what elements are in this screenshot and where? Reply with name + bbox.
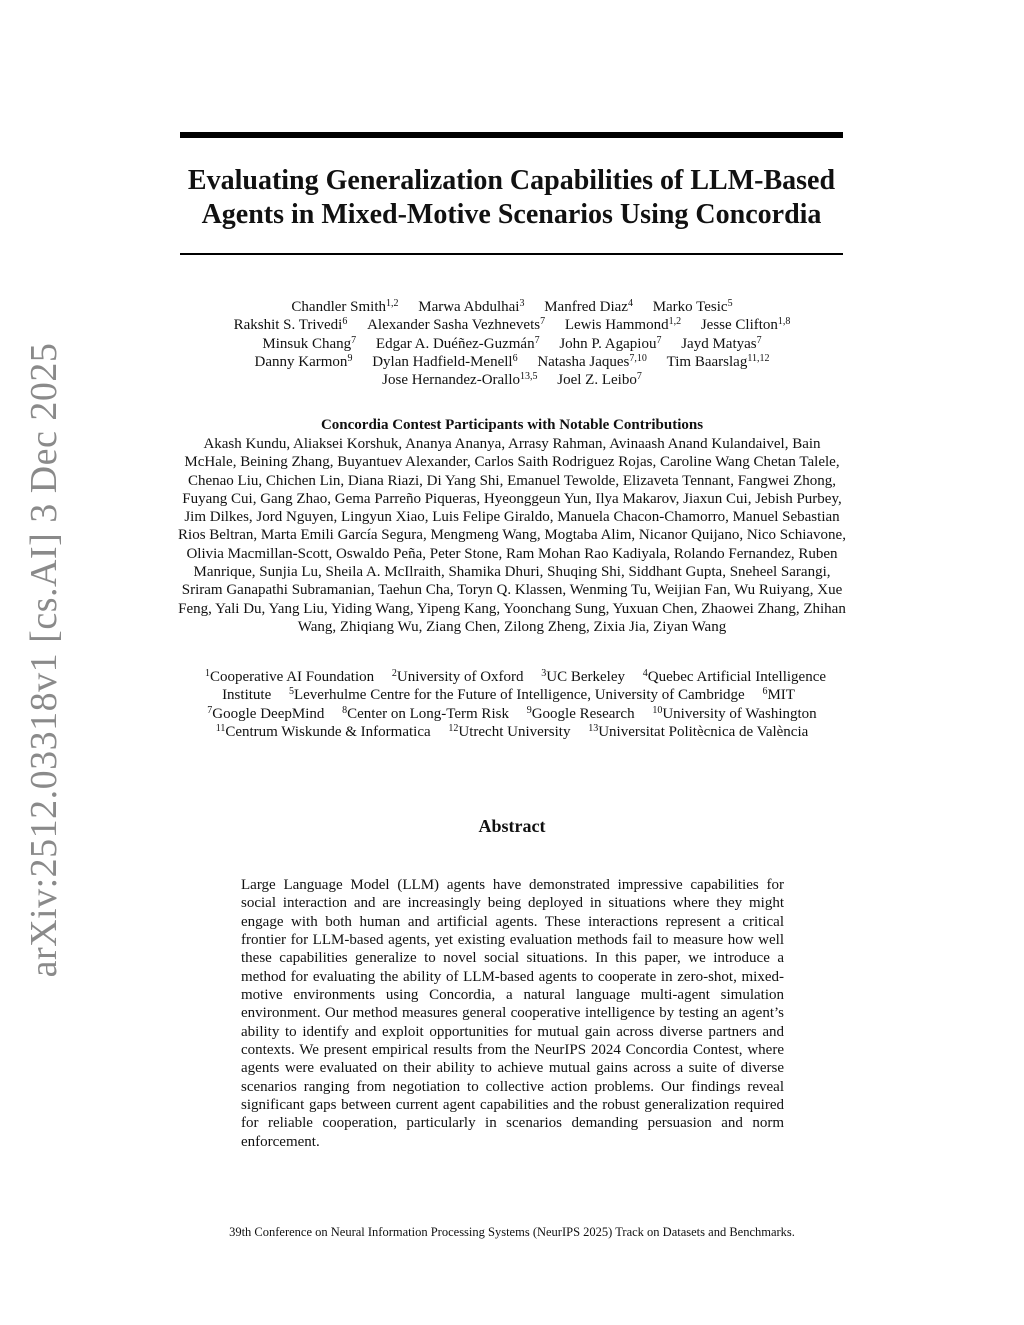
author [262, 336, 356, 352]
author-name: Minsuk Chang [262, 335, 352, 352]
author-affiliation-mark: 7 [656, 334, 662, 346]
affiliation [588, 724, 808, 740]
affiliation [342, 706, 509, 722]
author [667, 354, 770, 370]
affiliation-name: Cooperative AI Foundation [209, 669, 375, 685]
author-affiliation-mark: 1,2 [668, 316, 682, 328]
affiliation-name: Quebec Artificial Intelligence Institute [222, 669, 827, 704]
affiliation [205, 669, 374, 685]
author-name: Lewis Hammond [564, 317, 669, 334]
affiliation-number: 5 [288, 686, 294, 698]
affiliation-name: Leverhulme Centre for the Future of Intelligence, University of Cambridge [293, 687, 745, 704]
participants-heading: Concordia Contest Participants with Notable Contributions [320, 417, 704, 433]
author [653, 299, 733, 315]
author-name: Jesse Clifton [700, 317, 778, 334]
affiliation-number: 2 [391, 668, 397, 679]
author [291, 299, 398, 315]
author [255, 354, 353, 370]
affiliation-name: University of Washington [662, 705, 817, 722]
author-line [170, 316, 854, 334]
author [565, 317, 681, 333]
affiliation-name: Centrum Wiskunde & Informatica [225, 723, 431, 740]
author [537, 354, 647, 370]
author-line [170, 298, 854, 316]
affiliation-name: MIT [767, 687, 795, 704]
affiliation-number: 12 [448, 722, 459, 734]
affiliation-number: 6 [762, 686, 768, 698]
affiliation-number: 7 [207, 704, 213, 716]
author-name: John P. Agapiou [559, 335, 657, 352]
affiliation [541, 669, 625, 685]
author-name: Joel Z. Leibo [557, 372, 637, 389]
abstract-body: Large Language Model (LLM) agents have demonstrated impressive capabilities for social interaction and are increasingly being deployed in situations where they might engage with both human and artificial agents. These interactions represent a critical frontier for LLM-based agents, yet existing evaluation methods fail to measure how well these capabilities generalize to novel social situations. In this paper, we introduce a method for evaluating the ability of LLM-based agents to cooperate in zero-shot, mixed-motive environments using Concordia, a natural language multi-agent simulation environment. Our method measures general cooperative intelligence by testing an agent’s ability to identify and exploit opportunities for mutual gain across diverse partners and contexts. We present empirical results from the NeurIPS 2024 Concordia Contest, where agents were evaluated on their ability to achieve mutual gains across a suite of diverse scenarios ranging from negotiation to collective action problems. Our findings reveal significant gaps between current agent capabilities and the robust generalization required for reliable cooperation, particularly in scenarios demanding persuasion and norm enforcement. [241, 877, 784, 1150]
author-line [170, 371, 854, 389]
conference-footnote: 39th Conference on Neural Information Processing Systems (NeurIPS 2025) Track on Datasets and Benchmarks. [229, 1225, 795, 1239]
author [372, 354, 517, 370]
author-affiliation-mark: 6 [342, 316, 348, 328]
author-affiliation-mark: 1,2 [385, 298, 399, 309]
affiliation [448, 724, 570, 740]
author-name: Natasha Jaques [537, 353, 630, 370]
author-name: Marwa Abdulhai [418, 299, 520, 315]
affiliation-name: Google Research [531, 705, 635, 722]
author-name: Dylan Hadfield-Menell [372, 353, 513, 370]
affiliation [527, 706, 635, 722]
affiliation [216, 724, 431, 740]
affiliation-name: Google DeepMind [212, 705, 325, 722]
affiliation [207, 706, 324, 722]
author-name: Alexander Sasha Vezhnevets [367, 317, 541, 334]
affiliation [762, 687, 795, 703]
affiliation-number: 13 [588, 722, 599, 734]
arxiv-identifier: arXiv:2512.03318v1 [cs.AI] 3 Dec 2025 [23, 342, 65, 978]
affiliation [392, 669, 524, 685]
affiliation-name: Utrecht University [458, 723, 571, 740]
author-affiliation-mark: 6 [512, 352, 518, 364]
author-affiliation-mark: 5 [727, 298, 733, 309]
affiliation-number: 3 [541, 668, 547, 679]
author-line [170, 353, 854, 371]
affiliation-number: 8 [342, 704, 348, 716]
author-name: Rakshit S. Trivedi [233, 317, 343, 334]
affiliation-name: Center on Long-Term Risk [347, 705, 509, 722]
author-affiliation-mark: 4 [627, 298, 633, 309]
author-affiliation-mark: 7 [540, 316, 546, 328]
author [376, 336, 540, 352]
author [367, 317, 545, 333]
author [418, 299, 524, 315]
affiliation-number: 11 [215, 722, 226, 734]
author-affiliation-mark: 7,10 [629, 352, 647, 364]
author-line [170, 335, 854, 353]
author-affiliation-mark: 7 [756, 334, 762, 346]
author-name: Manfred Diaz [544, 299, 628, 315]
author-name: Chandler Smith [291, 299, 386, 315]
author [701, 317, 791, 333]
abstract-heading: Abstract [478, 816, 546, 836]
affiliation-name: UC Berkeley [546, 669, 626, 685]
author-affiliation-mark: 7 [351, 334, 357, 346]
affiliation-number: 1 [204, 668, 210, 679]
affiliation-name: University of Oxford [396, 669, 524, 685]
affiliation [652, 706, 816, 722]
author [234, 317, 348, 333]
affiliations-block [196, 668, 828, 741]
paper-title: Evaluating Generalization Capabilities of LLM-Based Agents in Mixed-Motive Scenarios Using Concordia [187, 165, 836, 230]
author-name: Danny Karmon [254, 353, 348, 370]
author-affiliation-mark: 1,8 [777, 316, 791, 328]
author [559, 336, 661, 352]
affiliation-number: 4 [642, 668, 648, 679]
author-name: Jose Hernandez-Orallo [382, 372, 521, 389]
affiliation-number: 9 [526, 704, 532, 716]
author [681, 336, 761, 352]
affiliation [289, 687, 745, 703]
author [557, 372, 642, 388]
author-affiliation-mark: 3 [519, 298, 525, 309]
author-affiliation-mark: 7 [636, 371, 642, 383]
author [544, 299, 633, 315]
affiliation-name: Universitat Politècnica de València [598, 723, 809, 740]
author-affiliation-mark: 11,12 [747, 352, 770, 364]
author-affiliation-mark: 7 [534, 334, 540, 346]
author-affiliation-mark: 9 [347, 352, 353, 364]
author-name: Edgar A. Duéñez-Guzmán [375, 335, 535, 352]
author-name: Marko Tesic [652, 299, 728, 315]
author-block [170, 298, 854, 389]
title-bottom-rule [180, 253, 843, 255]
author [382, 372, 537, 388]
author-name: Jayd Matyas [681, 335, 757, 352]
title-top-rule [180, 132, 843, 138]
participants-list: Akash Kundu, Aliaksei Korshuk, Ananya Ananya, Arrasy Rahman, Avinaash Anand Kulandaivel, Bain McHale, Beining Zhang, Buyantuev Alexander, Carlos Saith Rodriguez Rojas, Caroline Wang Chetan Talele, Chenao Liu, Chichen Lin, Diana Riazi, Di Yang Shi, Emanuel Tewolde, Elizaveta Tennant, Fangwei Zhong, Fuyang Cui, Gang Zhao, Gema Parreño Piqueras, Hyeonggeun Yun, Ilya Makarov, Jiaxun Cui, Jebish Purbey, Jim Dilkes, Jord Nguyen, Lingyun Xiao, Luis Felipe Giraldo, Manuela Chacon-Chamorro, Manuel Sebastian Rios Beltran, Marta Emili García Segura, Mengmeng Wang, Mogtaba Alim, Nicanor Quijano, Nico Schiavone, Olivia Macmillan-Scott, Oswaldo Peña, Peter Stone, Ram Mohan Rao Kadiyala, Rolando Fernandez, Ruben Manrique, Sunjia Lu, Sheila A. McIlraith, Shamika Dhuri, Shuqing Shi, Siddhant Gupta, Sneheel Sarangi, Sriram Ganapathi Subramanian, Taehun Cha, Toryn Q. Klassen, Wenming Tu, Weijian Fan, Wu Ruiyang, Xue Feng, Yali Du, Yang Liu, Yiding Wang, Yipeng Kang, Yoonchang Sung, Yuxuan Chen, Zhaowei Zhang, Zhihan Wang, Zhiqiang Wu, Ziang Chen, Zilong Zheng, Zixia Jia, Ziyan Wang [178, 436, 846, 635]
affiliation-number: 10 [652, 704, 663, 716]
author-affiliation-mark: 13,5 [520, 371, 538, 383]
author-name: Tim Baarslag [666, 353, 748, 370]
